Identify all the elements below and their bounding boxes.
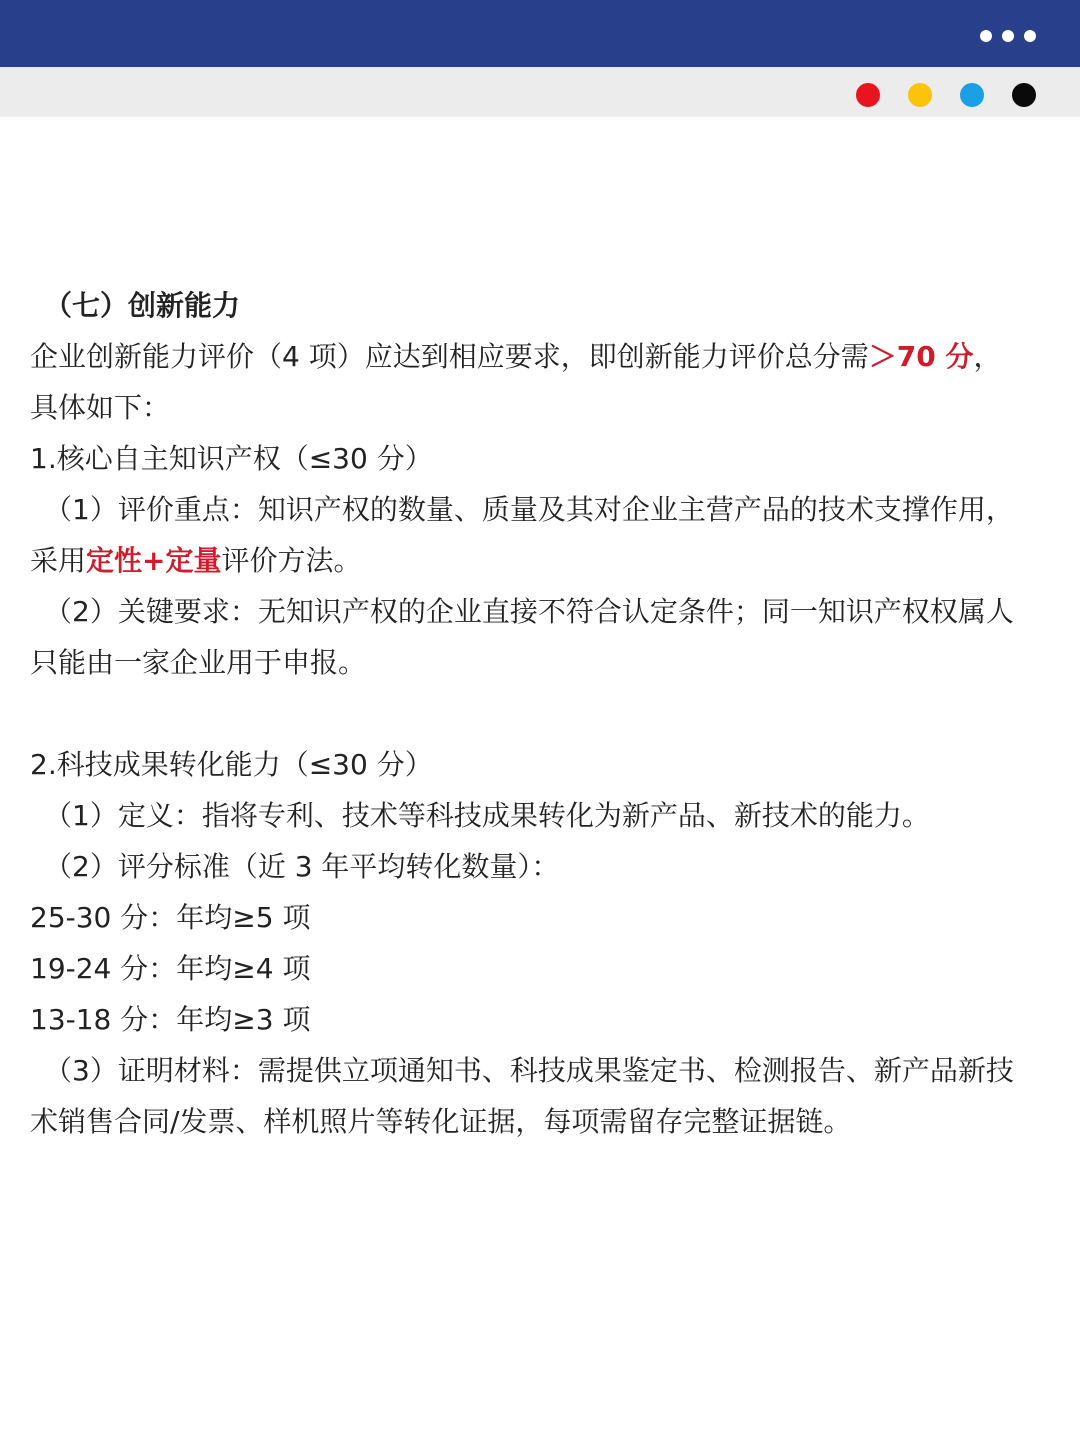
transfer-item-3: （3）证明材料：需提供立项通知书、科技成果鉴定书、检测报告、新产品新技	[44, 1054, 1014, 1087]
score-threshold-highlight: ＞70 分	[868, 340, 974, 373]
subsection-title-ip: 1.核心自主知识产权（≤30 分）	[30, 442, 433, 475]
color-dots	[856, 83, 1036, 107]
ip-item-1: （1）评价重点：知识产权的数量、质量及其对企业主营产品的技术支撑作用，	[44, 493, 1014, 526]
ip-method-suffix: 评价方法。	[221, 544, 362, 577]
ip-method-prefix: 采用	[30, 544, 87, 577]
intro-paragraph-line-2: 具体如下：	[30, 391, 171, 424]
ip-item-2: （2）关键要求：无知识产权的企业直接不符合认定条件；同一知识产权权属人	[44, 595, 1014, 628]
ip-item-1-continued	[30, 535, 1050, 586]
blue-dot-icon	[960, 83, 984, 107]
decorative-bar	[0, 67, 1080, 117]
transfer-item-2: （2）评分标准（近 3 年平均转化数量）：	[44, 850, 560, 883]
paragraph-spacer	[30, 688, 1050, 739]
transfer-item-1: （1）定义：指将专利、技术等科技成果转化为新产品、新技术的能力。	[44, 799, 930, 832]
red-dot-icon	[856, 83, 880, 107]
subsection-title-transfer: 2.科技成果转化能力（≤30 分）	[30, 748, 433, 781]
more-dot	[1024, 30, 1036, 42]
black-dot-icon	[1012, 83, 1036, 107]
intro-punctuation: ，	[973, 340, 1002, 373]
transfer-item-3-continued: 术销售合同/发票、样机照片等转化证据，每项需留存完整证据链。	[30, 1105, 852, 1138]
score-row: 13-18 分：年均≥3 项	[30, 1003, 311, 1036]
section-heading: （七）创新能力	[44, 289, 241, 322]
yellow-dot-icon	[908, 83, 932, 107]
document-body	[30, 280, 1050, 1147]
intro-paragraph-line	[30, 331, 1050, 382]
score-row: 19-24 分：年均≥4 项	[30, 952, 311, 985]
ip-item-2-continued: 只能由一家企业用于申报。	[30, 646, 367, 679]
more-dots-icon[interactable]	[980, 30, 1036, 42]
more-dot	[1002, 30, 1014, 42]
more-dot	[980, 30, 992, 42]
intro-text: 企业创新能力评价（4 项）应达到相应要求，即创新能力评价总分需	[30, 340, 869, 373]
top-bar	[0, 0, 1080, 67]
score-row: 25-30 分：年均≥5 项	[30, 901, 311, 934]
method-highlight: 定性+定量	[86, 544, 222, 577]
